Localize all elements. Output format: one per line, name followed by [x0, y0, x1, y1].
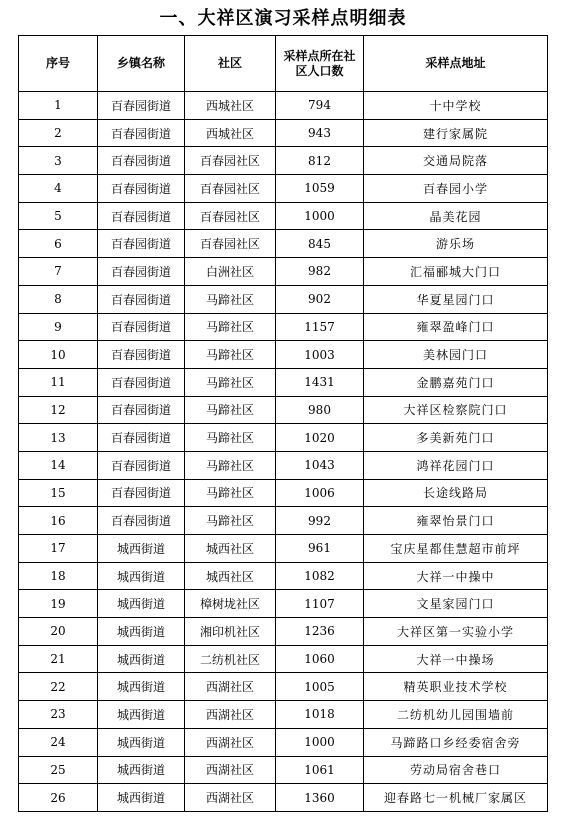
address-cell: 晶美花园 — [364, 202, 548, 230]
town-name-cell: 百春园街道 — [98, 424, 185, 452]
town-name-cell: 百春园街道 — [98, 230, 185, 258]
row-index-cell: 8 — [19, 285, 98, 313]
town-name-cell: 百春园街道 — [98, 368, 185, 396]
community-name-cell: 西湖社区 — [185, 673, 276, 701]
address-cell: 美林园门口 — [364, 341, 548, 369]
community-name-cell: 城西社区 — [185, 535, 276, 563]
town-name-cell: 百春园街道 — [98, 258, 185, 286]
table-row — [19, 479, 548, 507]
community-name-cell: 百春园社区 — [185, 202, 276, 230]
community-name-cell: 百春园社区 — [185, 230, 276, 258]
row-index-cell: 1 — [19, 92, 98, 120]
town-name-cell: 百春园街道 — [98, 451, 185, 479]
table-row — [19, 147, 548, 175]
address-cell: 长途线路局 — [364, 479, 548, 507]
town-name-cell: 百春园街道 — [98, 119, 185, 147]
address-cell: 宝庆星都佳慧超市前坪 — [364, 535, 548, 563]
town-name-cell: 城西街道 — [98, 590, 185, 618]
community-name-cell: 西城社区 — [185, 119, 276, 147]
community-name-cell: 马蹄社区 — [185, 479, 276, 507]
town-name-cell: 城西街道 — [98, 728, 185, 756]
row-index-cell: 4 — [19, 175, 98, 203]
population-cell: 1236 — [276, 618, 364, 646]
table-row — [19, 618, 548, 646]
table-row — [19, 230, 548, 258]
population-cell: 982 — [276, 258, 364, 286]
table-row — [19, 313, 548, 341]
row-index-cell: 11 — [19, 368, 98, 396]
row-index-cell: 12 — [19, 396, 98, 424]
population-cell: 845 — [276, 230, 364, 258]
table-row — [19, 202, 548, 230]
population-cell: 812 — [276, 147, 364, 175]
population-cell: 794 — [276, 92, 364, 120]
table-row — [19, 535, 548, 563]
town-name-cell: 百春园街道 — [98, 341, 185, 369]
table-row — [19, 784, 548, 812]
community-name-cell: 湘印机社区 — [185, 618, 276, 646]
row-index-cell: 6 — [19, 230, 98, 258]
address-cell: 建行家属院 — [364, 119, 548, 147]
population-cell: 1043 — [276, 451, 364, 479]
table-row — [19, 92, 548, 120]
population-cell: 961 — [276, 535, 364, 563]
table-row — [19, 507, 548, 535]
row-index-cell: 5 — [19, 202, 98, 230]
population-cell: 1060 — [276, 645, 364, 673]
row-index-cell: 13 — [19, 424, 98, 452]
community-name-cell: 二纺机社区 — [185, 645, 276, 673]
community-name-cell: 百春园社区 — [185, 147, 276, 175]
population-cell: 1059 — [276, 175, 364, 203]
address-cell: 鸿祥花园门口 — [364, 451, 548, 479]
population-cell: 1431 — [276, 368, 364, 396]
sampling-points-table — [18, 35, 548, 812]
row-index-cell: 20 — [19, 618, 98, 646]
header-address: 采样点地址 — [364, 36, 548, 92]
population-cell: 1082 — [276, 562, 364, 590]
town-name-cell: 百春园街道 — [98, 313, 185, 341]
community-name-cell: 马蹄社区 — [185, 451, 276, 479]
row-index-cell: 25 — [19, 756, 98, 784]
community-name-cell: 城西社区 — [185, 562, 276, 590]
address-cell: 大祥一中操场 — [364, 645, 548, 673]
row-index-cell: 26 — [19, 784, 98, 812]
town-name-cell: 百春园街道 — [98, 507, 185, 535]
community-name-cell: 马蹄社区 — [185, 285, 276, 313]
row-index-cell: 21 — [19, 645, 98, 673]
table-row — [19, 756, 548, 784]
population-cell: 1018 — [276, 701, 364, 729]
town-name-cell: 百春园街道 — [98, 285, 185, 313]
community-name-cell: 西湖社区 — [185, 756, 276, 784]
table-row — [19, 175, 548, 203]
town-name-cell: 城西街道 — [98, 756, 185, 784]
community-name-cell: 西湖社区 — [185, 728, 276, 756]
town-name-cell: 城西街道 — [98, 701, 185, 729]
community-name-cell: 马蹄社区 — [185, 368, 276, 396]
address-cell: 百春园小学 — [364, 175, 548, 203]
table-body — [19, 92, 548, 812]
row-index-cell: 3 — [19, 147, 98, 175]
table-row — [19, 562, 548, 590]
row-index-cell: 24 — [19, 728, 98, 756]
population-cell: 1005 — [276, 673, 364, 701]
town-name-cell: 百春园街道 — [98, 175, 185, 203]
town-name-cell: 城西街道 — [98, 562, 185, 590]
community-name-cell: 百春园社区 — [185, 175, 276, 203]
town-name-cell: 百春园街道 — [98, 92, 185, 120]
town-name-cell: 城西街道 — [98, 784, 185, 812]
town-name-cell: 百春园街道 — [98, 147, 185, 175]
population-cell: 1003 — [276, 341, 364, 369]
table-row — [19, 368, 548, 396]
table-row — [19, 119, 548, 147]
address-cell: 大祥区第一实验小学 — [364, 618, 548, 646]
address-cell: 游乐场 — [364, 230, 548, 258]
row-index-cell: 15 — [19, 479, 98, 507]
community-name-cell: 樟树垅社区 — [185, 590, 276, 618]
town-name-cell: 城西街道 — [98, 673, 185, 701]
page-title: 一、大祥区演习采样点明细表 — [159, 8, 407, 29]
address-cell: 二纺机幼儿园围墙前 — [364, 701, 548, 729]
town-name-cell: 城西街道 — [98, 618, 185, 646]
population-cell: 1006 — [276, 479, 364, 507]
population-cell: 992 — [276, 507, 364, 535]
population-cell: 1061 — [276, 756, 364, 784]
row-index-cell: 17 — [19, 535, 98, 563]
table-header-row — [19, 36, 548, 92]
row-index-cell: 10 — [19, 341, 98, 369]
address-cell: 雍翠盈峰门口 — [364, 313, 548, 341]
town-name-cell: 百春园街道 — [98, 396, 185, 424]
address-cell: 华夏星园门口 — [364, 285, 548, 313]
address-cell: 劳动局宿舍巷口 — [364, 756, 548, 784]
community-name-cell: 马蹄社区 — [185, 313, 276, 341]
address-cell: 文星家园门口 — [364, 590, 548, 618]
row-index-cell: 23 — [19, 701, 98, 729]
population-cell: 1020 — [276, 424, 364, 452]
row-index-cell: 16 — [19, 507, 98, 535]
population-cell: 1157 — [276, 313, 364, 341]
row-index-cell: 19 — [19, 590, 98, 618]
community-name-cell: 西湖社区 — [185, 701, 276, 729]
population-cell: 902 — [276, 285, 364, 313]
town-name-cell: 城西街道 — [98, 645, 185, 673]
population-cell: 1000 — [276, 202, 364, 230]
address-cell: 马蹄路口乡经委宿舍旁 — [364, 728, 548, 756]
population-cell: 943 — [276, 119, 364, 147]
address-cell: 大祥一中操中 — [364, 562, 548, 590]
row-index-cell: 18 — [19, 562, 98, 590]
town-name-cell: 百春园街道 — [98, 202, 185, 230]
table-row — [19, 258, 548, 286]
table-row — [19, 341, 548, 369]
address-cell: 金鹏嘉苑门口 — [364, 368, 548, 396]
row-index-cell: 7 — [19, 258, 98, 286]
header-community: 社区 — [185, 36, 276, 92]
table-row — [19, 424, 548, 452]
row-index-cell: 2 — [19, 119, 98, 147]
population-cell: 1000 — [276, 728, 364, 756]
row-index-cell: 9 — [19, 313, 98, 341]
table-row — [19, 285, 548, 313]
community-name-cell: 白洲社区 — [185, 258, 276, 286]
address-cell: 雍翠怡景门口 — [364, 507, 548, 535]
community-name-cell: 西城社区 — [185, 92, 276, 120]
header-town: 乡镇名称 — [98, 36, 185, 92]
address-cell: 大祥区检察院门口 — [364, 396, 548, 424]
address-cell: 精英职业技术学校 — [364, 673, 548, 701]
table-row — [19, 451, 548, 479]
address-cell: 十中学校 — [364, 92, 548, 120]
community-name-cell: 马蹄社区 — [185, 341, 276, 369]
address-cell: 迎春路七一机械厂家属区 — [364, 784, 548, 812]
community-name-cell: 西湖社区 — [185, 784, 276, 812]
population-cell: 1107 — [276, 590, 364, 618]
address-cell: 交通局院落 — [364, 147, 548, 175]
header-population: 采样点所在社区人口数 — [276, 36, 364, 92]
header-index: 序号 — [19, 36, 98, 92]
community-name-cell: 马蹄社区 — [185, 396, 276, 424]
table-row — [19, 645, 548, 673]
row-index-cell: 22 — [19, 673, 98, 701]
address-cell: 汇福郦城大门口 — [364, 258, 548, 286]
row-index-cell: 14 — [19, 451, 98, 479]
town-name-cell: 城西街道 — [98, 535, 185, 563]
table-row — [19, 728, 548, 756]
community-name-cell: 马蹄社区 — [185, 507, 276, 535]
table-row — [19, 396, 548, 424]
town-name-cell: 百春园街道 — [98, 479, 185, 507]
address-cell: 多美新苑门口 — [364, 424, 548, 452]
community-name-cell: 马蹄社区 — [185, 424, 276, 452]
population-cell: 1360 — [276, 784, 364, 812]
table-row — [19, 590, 548, 618]
table-row — [19, 701, 548, 729]
table-row — [19, 673, 548, 701]
population-cell: 980 — [276, 396, 364, 424]
